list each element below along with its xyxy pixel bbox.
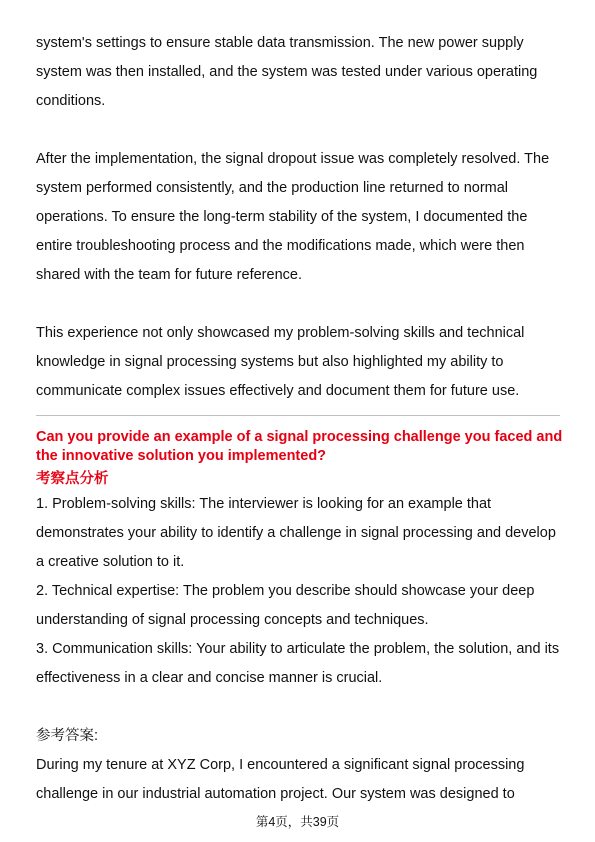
text-line: entire troubleshooting process and the modifications made, which were then bbox=[36, 238, 525, 254]
question-line: Can you provide an example of a signal processing challenge you faced and bbox=[36, 429, 563, 445]
question-line: the innovative solution you implemented? bbox=[36, 448, 327, 464]
analysis-label: 考察点分析 bbox=[36, 471, 109, 487]
text-line: operations. To ensure the long-term stability of the system, I documented the bbox=[36, 209, 528, 225]
answer-label: 参考答案: bbox=[36, 728, 99, 744]
paragraph-3 bbox=[36, 319, 560, 406]
text-line: knowledge in signal processing systems but also highlighted my ability to bbox=[36, 354, 504, 370]
analysis-line: 3. Communication skills: Your ability to articulate the problem, the solution, and its bbox=[36, 641, 560, 657]
paragraph-2 bbox=[36, 145, 560, 290]
analysis-line: understanding of signal processing concepts and techniques. bbox=[36, 612, 429, 628]
text-line: system's settings to ensure stable data transmission. The new power supply bbox=[36, 35, 524, 51]
analysis-line: demonstrates your ability to identify a challenge in signal processing and develop bbox=[36, 525, 556, 541]
text-line: After the implementation, the signal dropout issue was completely resolved. The bbox=[36, 151, 550, 167]
text-line: conditions. bbox=[36, 93, 106, 109]
text-line: This experience not only showcased my problem-solving skills and technical bbox=[36, 325, 525, 341]
page-number-footer: 第4页，共39页 bbox=[255, 815, 340, 829]
question-heading bbox=[36, 428, 563, 466]
section-divider bbox=[36, 415, 560, 416]
analysis-points bbox=[36, 490, 560, 693]
paragraph-1 bbox=[36, 29, 560, 116]
page-content bbox=[36, 29, 563, 809]
answer-line: During my tenure at XYZ Corp, I encountered a significant signal processing bbox=[36, 757, 525, 773]
analysis-line: a creative solution to it. bbox=[36, 554, 185, 570]
analysis-line: 1. Problem-solving skills: The interviewer is looking for an example that bbox=[36, 496, 492, 512]
text-line: system was then installed, and the system was tested under various operating bbox=[36, 64, 538, 80]
text-line: communicate complex issues effectively and document them for future use. bbox=[36, 383, 520, 399]
analysis-line: 2. Technical expertise: The problem you describe should showcase your deep bbox=[36, 583, 535, 599]
answer-line: challenge in our industrial automation project. Our system was designed to bbox=[36, 786, 515, 802]
analysis-line: effectiveness in a clear and concise manner is crucial. bbox=[36, 670, 383, 686]
answer-section bbox=[36, 722, 560, 809]
text-line: shared with the team for future reference. bbox=[36, 267, 302, 283]
text-line: system performed consistently, and the production line returned to normal bbox=[36, 180, 509, 196]
